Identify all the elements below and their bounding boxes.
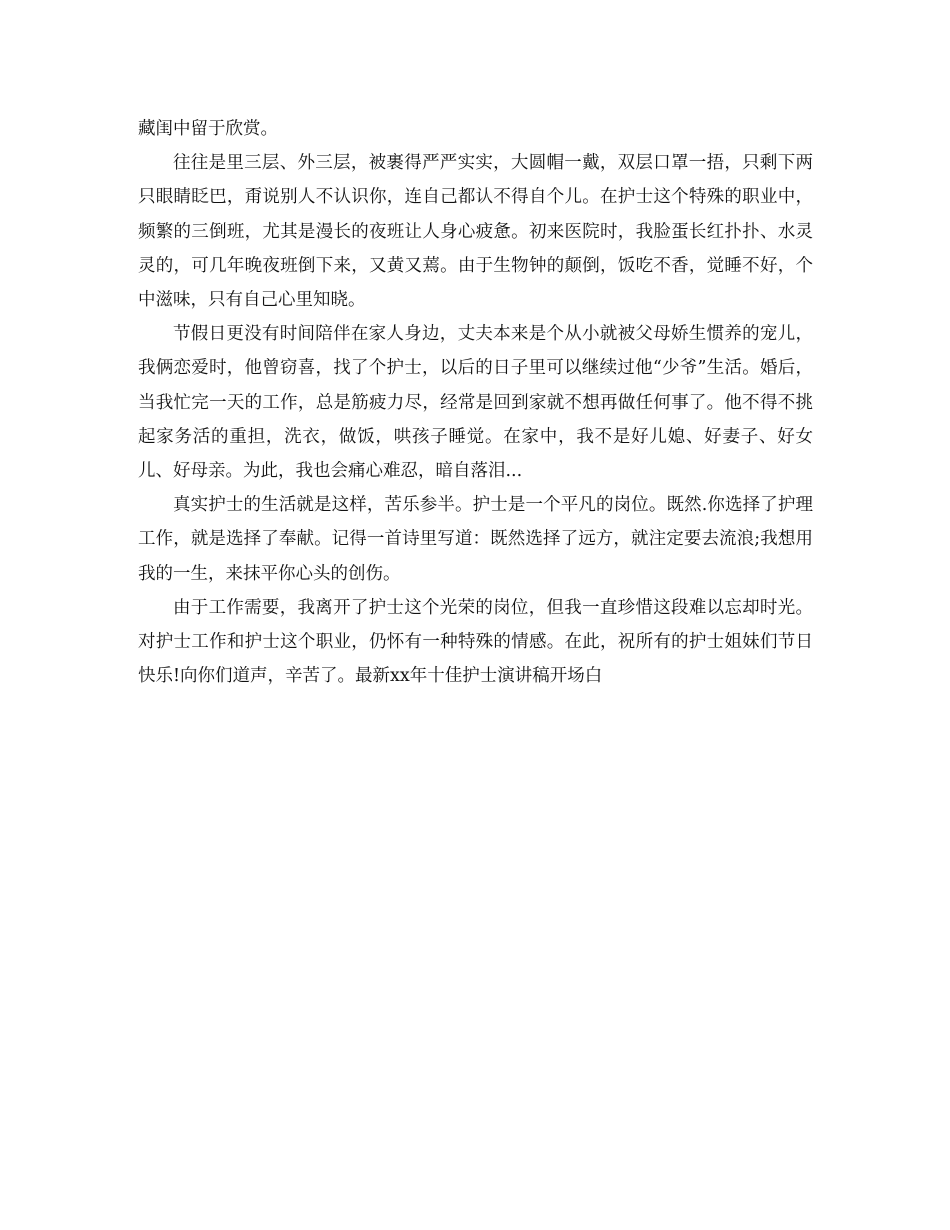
document-body (138, 112, 813, 693)
paragraph-4: 真实护士的生活就是这样，苦乐参半。护士是一个平凡的岗位。既然.你选择了护理工作，就是选择了奉献。记得一首诗里写道：既然选择了远方，就注定要去流浪;我想用我的一生，来抹平你心头的创伤。 (138, 495, 813, 584)
paragraph-5: 由于工作需要，我离开了护士这个光荣的岗位，但我一直珍惜这段难以忘却时光。对护士工作和护士这个职业，仍怀有一种特殊的情感。在此，祝所有的护士姐妹们节日快乐!向你们道声，辛苦了。最新xx年十佳护士演讲稿开场白 (138, 597, 813, 687)
paragraph-2: 往往是里三层、外三层，被裹得严严实实，大圆帽一戴，双层口罩一捂，只剩下两只眼睛眨巴，甭说别人不认识你，连自己都认不得自个儿。在护士这个特殊的职业中，频繁的三倒班，尤其是漫长的夜班让人身心疲惫。初来医院时，我脸蛋长红扑扑、水灵灵的，可几年晚夜班倒下来，又黄又蔫。由于生物钟的颠倒，饭吃不香，觉睡不好，个中滋味，只有自己心里知晓。 (138, 153, 813, 311)
paragraph-1: 藏闺中留于欣赏。 (138, 119, 278, 139)
paragraph-3: 节假日更没有时间陪伴在家人身边，丈夫本来是个从小就被父母娇生惯养的宠儿，我俩恋爱时，他曾窃喜，找了个护士，以后的日子里可以继续过他“少爷”生活。婚后，当我忙完一天的工作，总是筋疲力尽，经常是回到家就不想再做任何事了。他不得不挑起家务活的重担，洗衣，做饭，哄孩子睡觉。在家中，我不是好儿媳、好妻子、好女儿、好母亲。为此，我也会痛心难忍，暗自落泪... (138, 324, 813, 482)
